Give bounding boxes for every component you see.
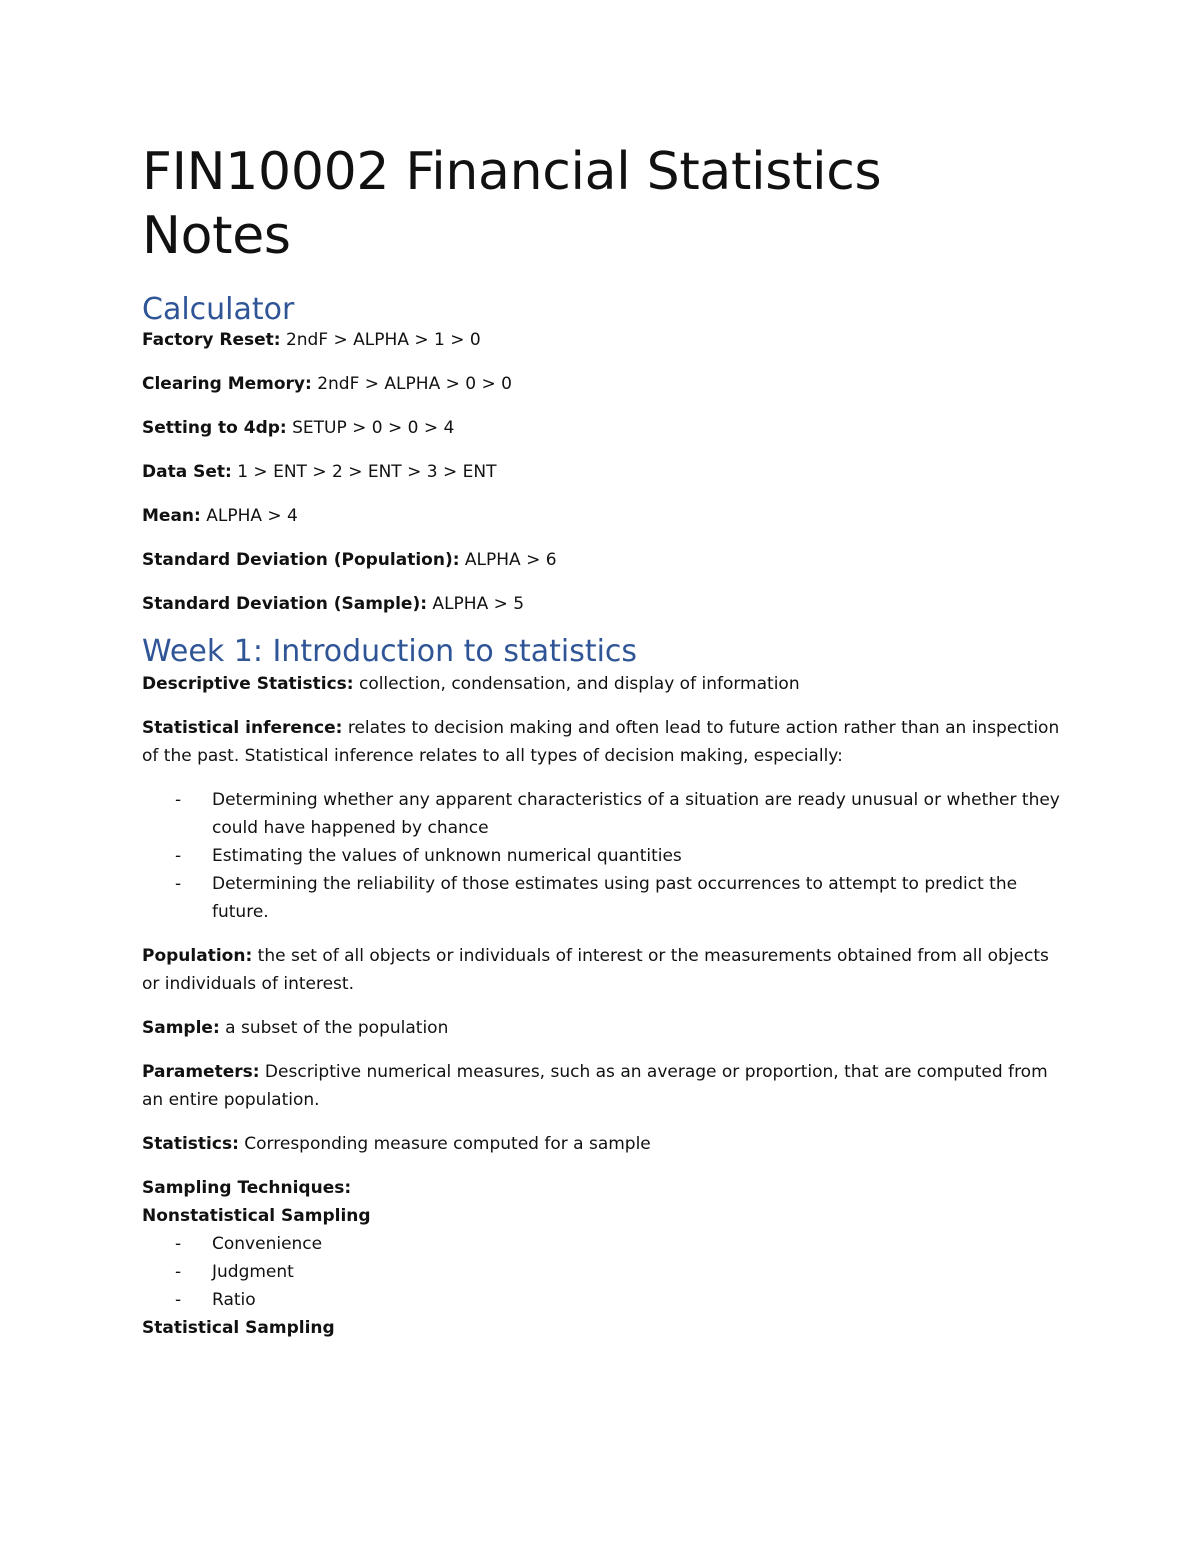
title-line-2: Notes [142, 206, 291, 266]
nonstatistical-sampling-heading: Nonstatistical Sampling [142, 1206, 371, 1226]
calc-item-setting-4dp: Setting to 4dp: SETUP > 0 > 0 > 4 [142, 418, 455, 438]
list-item: - Determining whether any apparent characteristics of a situation are ready unusual or whether they could have happened by chance [175, 790, 1060, 838]
statistical-sampling-heading: Statistical Sampling [142, 1318, 335, 1338]
calc-item-sd-population: Standard Deviation (Population): ALPHA > 6 [142, 550, 557, 570]
sample-definition: Sample: a subset of the population [142, 1018, 449, 1038]
calculator-heading: Calculator [142, 292, 295, 327]
document-page [142, 140, 1062, 1342]
list-item: - Convenience [175, 1234, 323, 1254]
document-title [142, 140, 1062, 268]
list-item: - Ratio [175, 1290, 256, 1310]
calc-item-data-set: Data Set: 1 > ENT > 2 > ENT > 3 > ENT [142, 462, 497, 482]
week1-heading: Week 1: Introduction to statistics [142, 634, 638, 669]
title-line-1: FIN10002 Financial Statistics [142, 142, 882, 202]
population-definition: Population: the set of all objects or individuals of interest or the measurements obtained from all objects or individuals of interest. [142, 946, 1049, 994]
calc-item-mean: Mean: ALPHA > 4 [142, 506, 298, 526]
calc-item-factory-reset: Factory Reset: 2ndF > ALPHA > 1 > 0 [142, 330, 481, 350]
descriptive-statistics-definition: Descriptive Statistics: collection, condensation, and display of information [142, 674, 800, 694]
sampling-techniques-heading: Sampling Techniques: [142, 1178, 352, 1198]
list-item: - Determining the reliability of those estimates using past occurrences to attempt to predict the future. [175, 874, 1018, 922]
statistics-definition: Statistics: Corresponding measure computed for a sample [142, 1134, 651, 1154]
calc-item-sd-sample: Standard Deviation (Sample): ALPHA > 5 [142, 594, 525, 614]
list-item: - Estimating the values of unknown numerical quantities [175, 846, 682, 866]
nonstatistical-sampling-list [142, 1230, 1062, 1314]
parameters-definition: Parameters: Descriptive numerical measures, such as an average or proportion, that are computed from an entire population. [142, 1062, 1048, 1110]
statistical-inference-definition: Statistical inference: relates to decision making and often lead to future action rather than an inspection of the past. Statistical inference relates to all types of decision making, especially: [142, 718, 1060, 766]
inference-bullet-list [142, 786, 1062, 926]
list-item: - Judgment [175, 1262, 294, 1282]
calc-item-clearing-memory: Clearing Memory: 2ndF > ALPHA > 0 > 0 [142, 374, 512, 394]
